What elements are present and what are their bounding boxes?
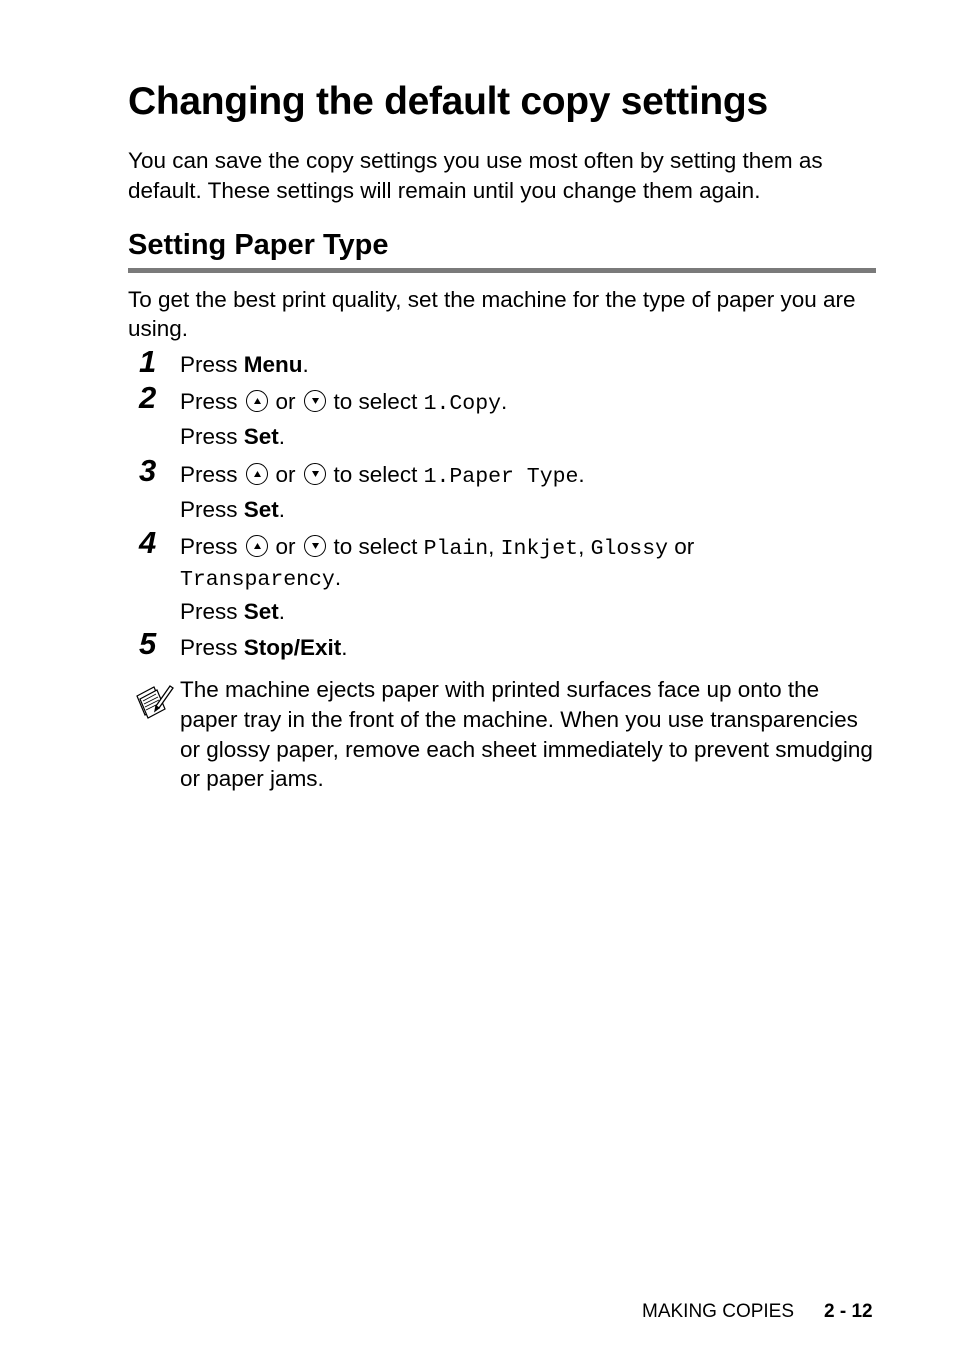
step-4-line-a: Press or to select Plain, Inkjet, Glossy or [180,534,695,561]
paper-option-inkjet: Inkjet [500,537,579,561]
step-5-line: Press Stop/Exit. [180,635,348,660]
step-4-line-b: Transparency. [180,565,342,592]
menu-option: 1.Copy [423,392,502,416]
paper-option-transparency: Transparency [180,568,335,592]
paper-option-glossy: Glossy [590,537,669,561]
press-word: Press [180,352,238,377]
step-number: 2 [139,380,157,415]
step-3-line-b: Press Set. [180,497,286,522]
note-text: The machine ejects paper with printed surfaces face up onto the paper tray in the front of the machine. When you use transparencies or glossy paper, remove each sheet immediately to prevent smudging or paper jams. [180,677,873,792]
step-number: 4 [139,525,157,560]
step-2-line-b: Press Set. [180,424,286,449]
intro-paragraph: You can save the copy settings you use most often by setting them as default. These settings will remain until you change them again. [128,148,823,203]
section-title: Setting Paper Type [128,229,389,261]
up-arrow-button-icon [246,535,268,557]
step-4-line-c: Press Set. [180,599,286,624]
footer-page-number: 2 - 12 [824,1301,873,1322]
step-1-line: Press Menu. [180,352,309,377]
set-key: Set [243,497,279,522]
note-pencil-icon [134,682,176,727]
set-key: Set [243,599,279,624]
down-arrow-button-icon [304,535,326,557]
step-number: 1 [139,344,157,379]
footer-section-label: MAKING COPIES [642,1301,795,1322]
menu-key: Menu [243,352,303,377]
step-2-line-a: Press or to select 1.Copy. [180,389,508,416]
step-3-line-a: Press or to select 1.Paper Type. [180,462,585,489]
paper-option-plain: Plain [423,537,489,561]
page-title: Changing the default copy settings [128,80,768,123]
section-divider [128,268,876,273]
set-key: Set [243,424,279,449]
menu-option: 1.Paper Type [423,465,579,489]
down-arrow-button-icon [304,463,326,485]
up-arrow-button-icon [246,390,268,412]
step-number: 5 [139,626,157,661]
down-arrow-button-icon [304,390,326,412]
stop-exit-key: Stop/Exit [243,635,342,660]
step-number: 3 [139,453,157,488]
section-intro: To get the best print quality, set the machine for the type of paper you are using. [128,287,856,341]
up-arrow-button-icon [246,463,268,485]
